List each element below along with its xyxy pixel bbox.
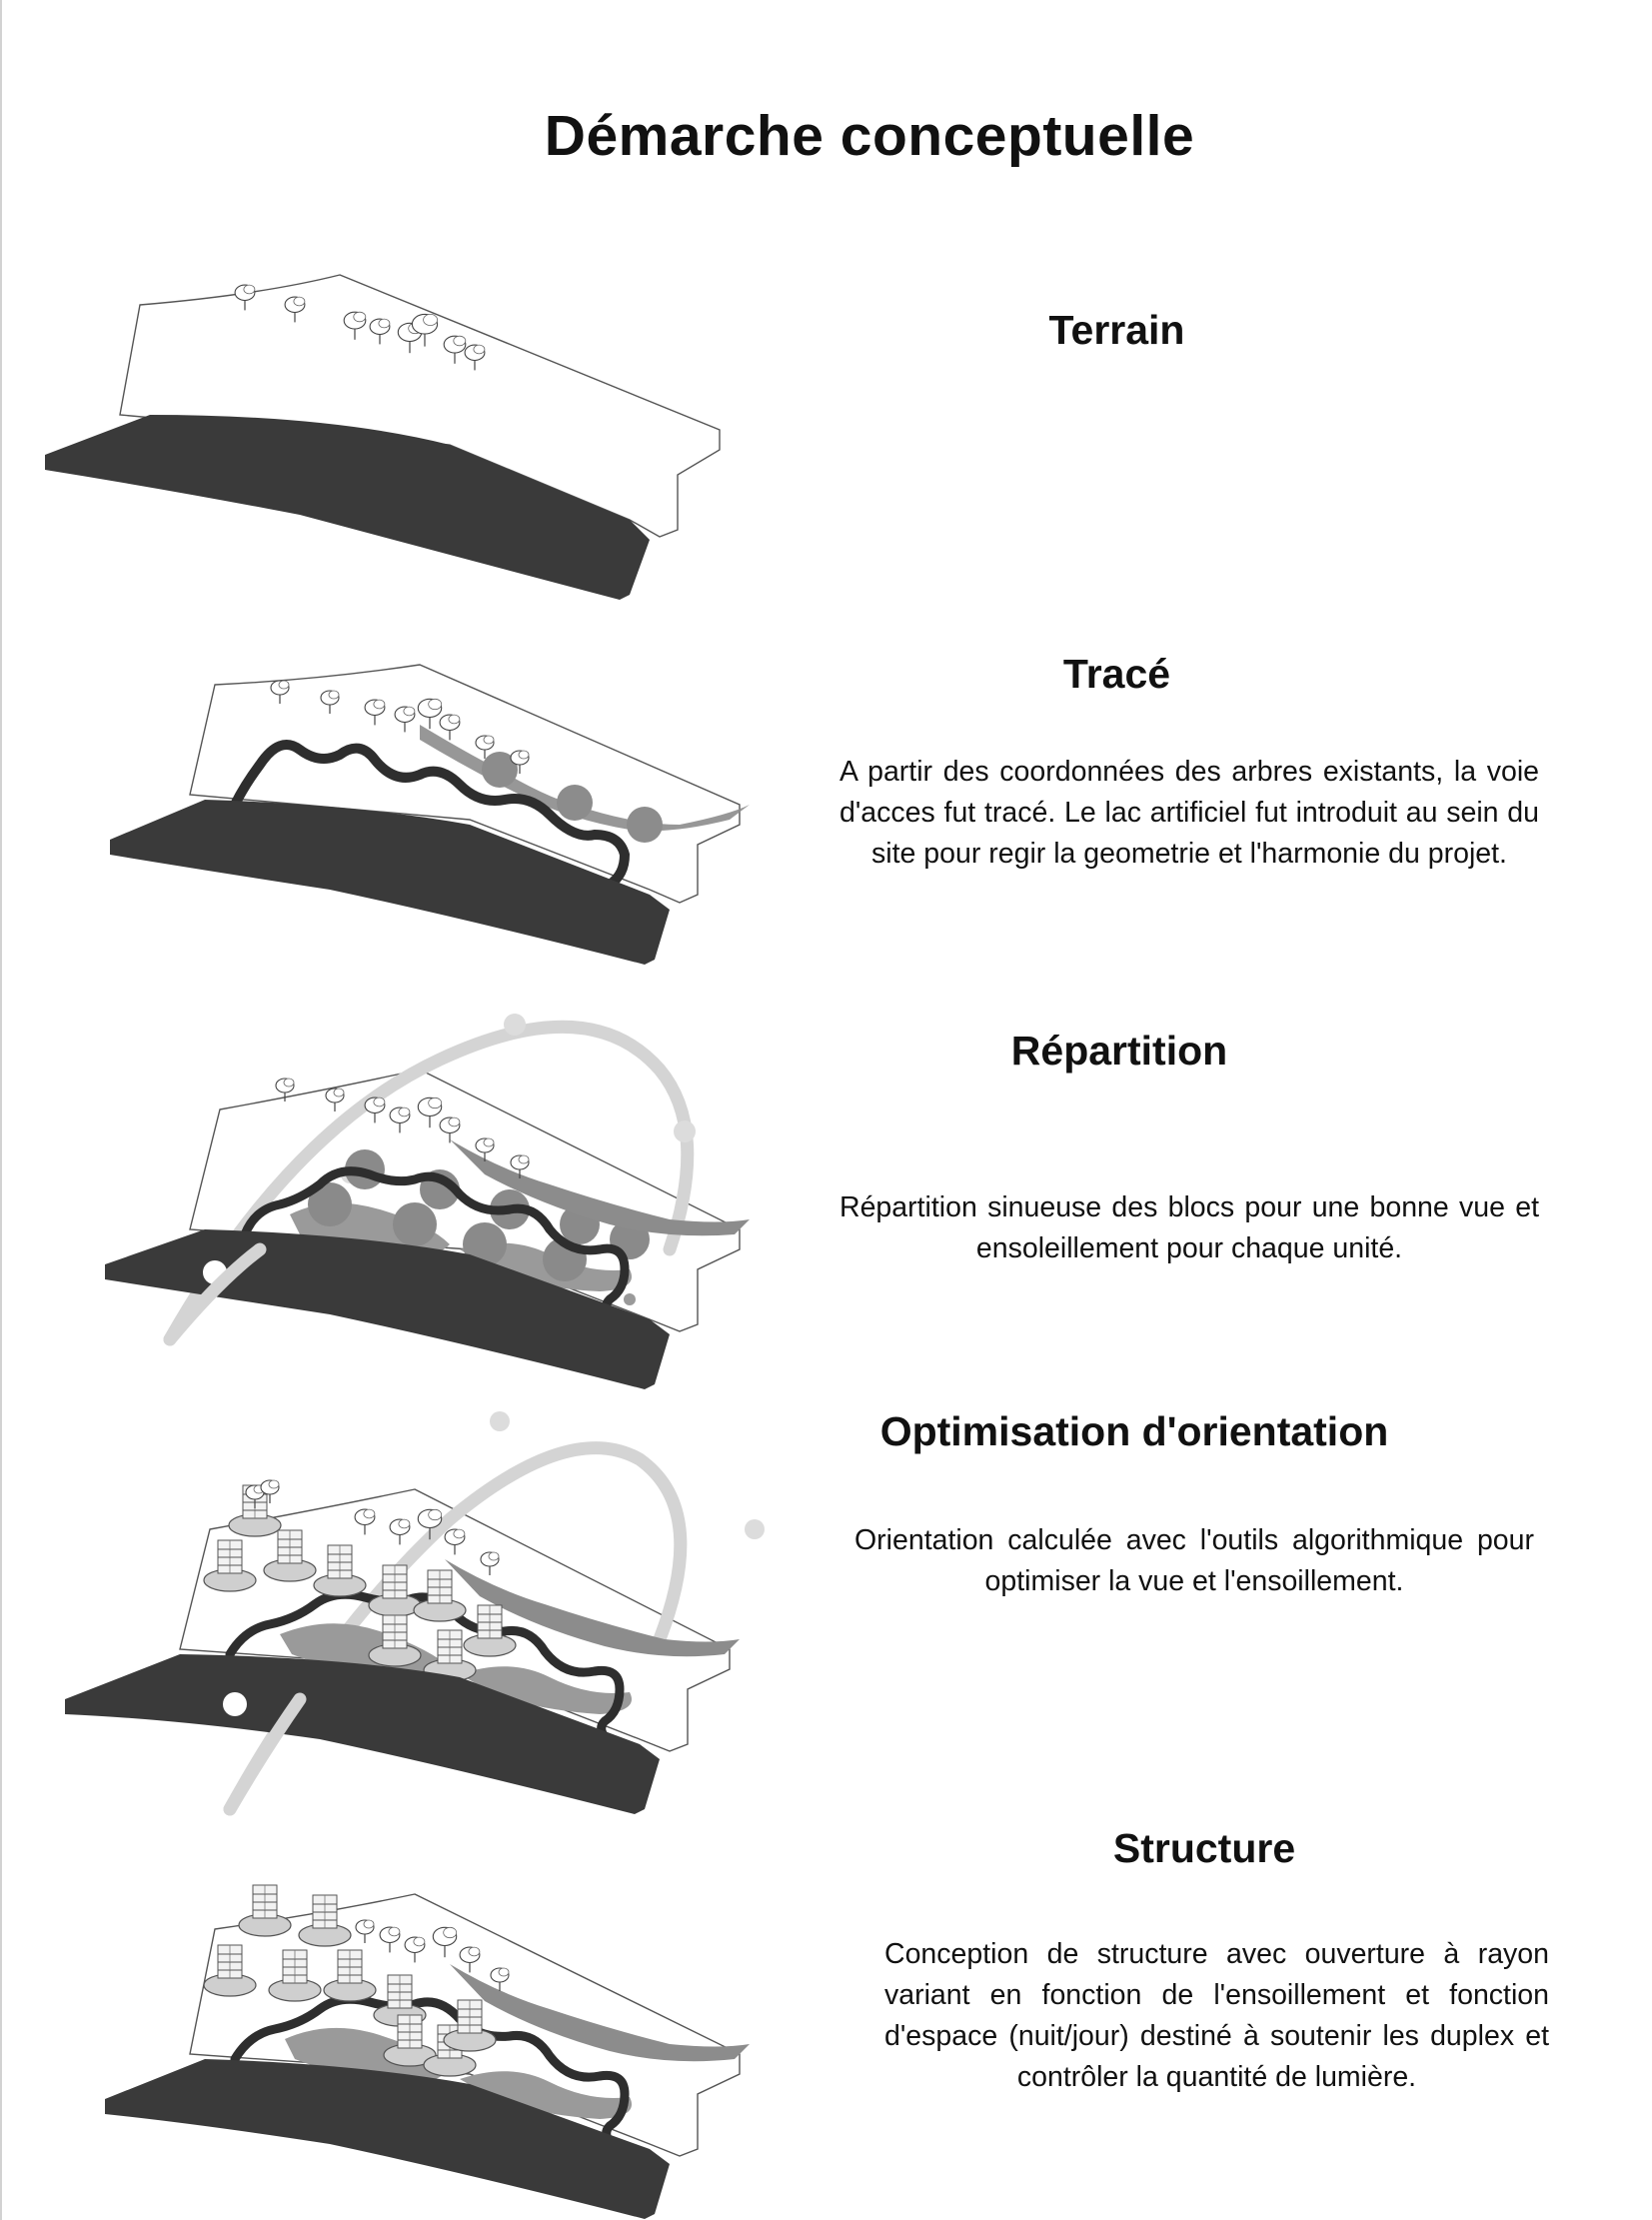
structure-step	[30, 1825, 1629, 2219]
step-description: Orientation calculée avec l'outils algorithmique pour optimiser la vue et l'ensoillement.	[854, 1524, 1534, 1597]
step-heading: Optimisation d'orientation	[879, 1408, 1389, 1454]
trace-diagram	[30, 645, 750, 975]
duplex-building-icon	[239, 1885, 291, 1936]
structure-diagram	[30, 1829, 790, 2219]
repartition-diagram	[30, 980, 790, 1399]
repartition-step	[30, 980, 1629, 1399]
terrain-step	[30, 265, 1185, 615]
page-title: Démarche conceptuelle	[544, 104, 1195, 168]
sun-marker-dot	[223, 1692, 247, 1716]
step-heading: Tracé	[1062, 651, 1171, 697]
step-description: Répartition sinueuse des blocs pour une bonne vue et ensoleillement pour chaque unité.	[839, 1191, 1539, 1264]
step-heading: Répartition	[1010, 1028, 1228, 1074]
step-description: Conception de structure avec ouverture à rayon variant en fonction de l'ensoillement et fonction d'espace (nuit/jour) destiné à soutenir les duplex et contrôler la quantité de lumière.	[884, 1938, 1549, 2093]
terrain-diagram	[30, 265, 750, 615]
trace-step	[30, 645, 1629, 975]
step-description: A partir des coordonnées des arbres existants, la voie d'acces fut tracé. Le lac artificiel fut introduit au sein du site pour regir la geometrie et l'harmonie du projet.	[839, 756, 1539, 870]
sun-dots	[490, 1411, 765, 1539]
optimisation-diagram	[30, 1399, 790, 1819]
page-edge-line	[0, 0, 2, 2220]
optimisation-step	[30, 1399, 1629, 1819]
step-heading: Structure	[1112, 1825, 1296, 1871]
step-heading: Terrain	[1048, 307, 1185, 353]
